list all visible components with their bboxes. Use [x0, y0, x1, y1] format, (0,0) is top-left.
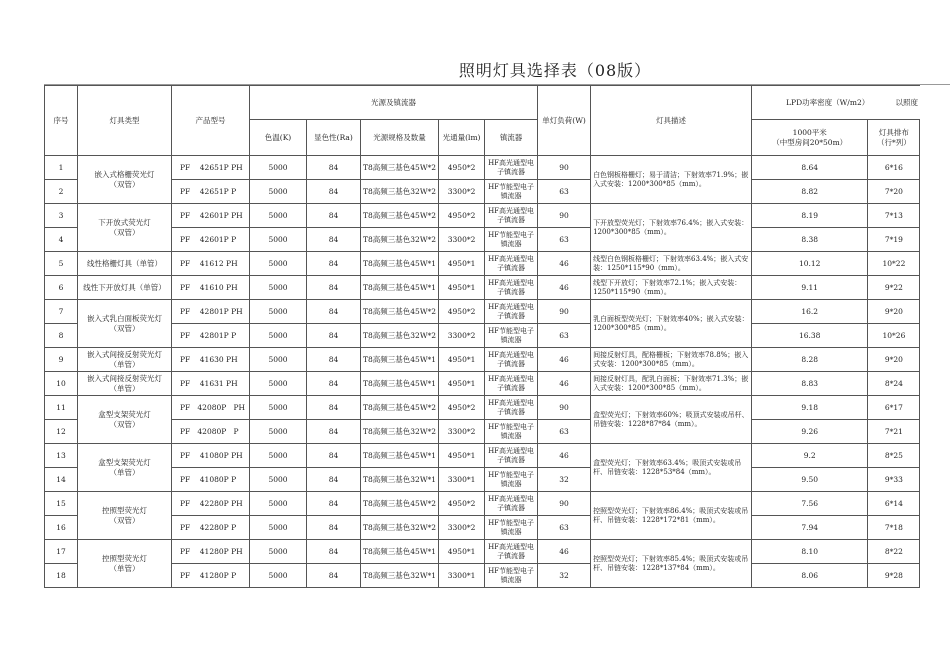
cell-model: PF 42601P PH	[172, 204, 250, 228]
cell-seq: 13	[45, 444, 78, 468]
cell-layout: 9*28	[868, 564, 920, 588]
cell-color-render: 84	[307, 228, 361, 252]
cell-color-temp: 5000	[250, 252, 307, 276]
cell-ballast: HF高光通型电子镇流器	[485, 348, 538, 372]
cell-color-temp: 5000	[250, 468, 307, 492]
cell-lamp-type: 嵌入式间接反射荧光灯 （单管）	[78, 348, 172, 372]
cell-lumen: 4950*2	[439, 204, 485, 228]
cell-model: PF 41080P P	[172, 468, 250, 492]
cell-lumen: 4950*2	[439, 156, 485, 180]
cell-load: 90	[538, 396, 591, 420]
table-row	[45, 492, 920, 516]
table-row	[45, 276, 920, 300]
cell-lpd: 9.2	[752, 444, 868, 468]
cell-desc: 间接反射灯具，配乳白面板；下射效率71.3%；嵌入式安装：1200*300*85（mm）。	[591, 372, 752, 396]
cell-model: PF 42651P P	[172, 180, 250, 204]
table-row	[45, 300, 920, 324]
cell-color-render: 84	[307, 156, 361, 180]
header-color-render: 显色性(Ra)	[307, 120, 361, 156]
cell-color-render: 84	[307, 252, 361, 276]
cell-lumen: 4950*1	[439, 540, 485, 564]
cell-layout: 7*18	[868, 516, 920, 540]
cell-seq: 6	[45, 276, 78, 300]
cell-layout: 6*16	[868, 156, 920, 180]
cell-color-temp: 5000	[250, 348, 307, 372]
table-row	[45, 420, 920, 444]
cell-load: 46	[538, 372, 591, 396]
cell-lumen: 3300*2	[439, 516, 485, 540]
cell-model: PF 42651P PH	[172, 156, 250, 180]
cell-model: PF 41610 PH	[172, 276, 250, 300]
cell-spec: T8高频三基色45W*2	[361, 156, 439, 180]
cell-spec: T8高频三基色45W*1	[361, 540, 439, 564]
cell-lamp-type: 控照型荧光灯 （双管）	[78, 492, 172, 540]
lighting-selection-table	[44, 85, 920, 588]
cell-spec: T8高频三基色45W*1	[361, 372, 439, 396]
cell-color-temp: 5000	[250, 444, 307, 468]
cell-spec: T8高频三基色32W*2	[361, 324, 439, 348]
cell-lpd: 9.50	[752, 468, 868, 492]
cell-load: 32	[538, 564, 591, 588]
cell-lumen: 4950*2	[439, 396, 485, 420]
cell-spec: T8高频三基色45W*2	[361, 492, 439, 516]
cell-spec: T8高频三基色45W*1	[361, 252, 439, 276]
cell-desc: 控照型荧光灯；下射效率85.4%；吸顶式安装或吊杆、吊链安装：1228*137*84（mm）。	[591, 540, 752, 588]
cell-ballast: HF高光通型电子镇流器	[485, 276, 538, 300]
header-spec-qty: 光源规格及数量	[361, 120, 439, 156]
cell-layout: 7*13	[868, 204, 920, 228]
cell-load: 63	[538, 516, 591, 540]
cell-lumen: 3300*2	[439, 180, 485, 204]
cell-desc: 盒型荧光灯；下射效率63.4%；吸顶式安装或吊杆、吊链安装：1228*53*84（mm）。	[591, 444, 752, 492]
cell-model: PF 42801P P	[172, 324, 250, 348]
cell-seq: 1	[45, 156, 78, 180]
cell-color-render: 84	[307, 276, 361, 300]
cell-lpd: 16.2	[752, 300, 868, 324]
cell-layout: 8*24	[868, 372, 920, 396]
cell-color-render: 84	[307, 396, 361, 420]
cell-spec: T8高频三基色32W*1	[361, 564, 439, 588]
cell-lumen: 4950*1	[439, 276, 485, 300]
cell-spec: T8高频三基色45W*2	[361, 204, 439, 228]
cell-color-render: 84	[307, 540, 361, 564]
cell-color-temp: 5000	[250, 324, 307, 348]
cell-color-temp: 5000	[250, 396, 307, 420]
cell-lpd: 9.11	[752, 276, 868, 300]
cell-seq: 11	[45, 396, 78, 420]
header-ballast: 镇流器	[485, 120, 538, 156]
cell-load: 90	[538, 300, 591, 324]
cell-desc: 白色钢板格栅灯；易于清洁；下射效率71.9%；嵌入式安装：1200*300*85（mm）。	[591, 156, 752, 204]
cell-load: 63	[538, 420, 591, 444]
cell-lamp-type: 嵌入式乳白面板荧光灯 （双管）	[78, 300, 172, 348]
cell-spec: T8高频三基色45W*1	[361, 348, 439, 372]
cell-seq: 16	[45, 516, 78, 540]
cell-lumen: 3300*2	[439, 420, 485, 444]
cell-ballast: HF节能型电子镇流器	[485, 564, 538, 588]
cell-model: PF 42280P PH	[172, 492, 250, 516]
cell-ballast: HF节能型电子镇流器	[485, 324, 538, 348]
cell-color-temp: 5000	[250, 300, 307, 324]
cell-desc: 间接反射灯具，配格栅板；下射效率78.8%；嵌入式安装：1200*300*85（mm）。	[591, 348, 752, 372]
cell-color-temp: 5000	[250, 228, 307, 252]
cell-ballast: HF高光通型电子镇流器	[485, 396, 538, 420]
header-lamp-type: 灯具类型	[78, 86, 172, 156]
cell-ballast: HF高光通型电子镇流器	[485, 300, 538, 324]
cell-desc: 盒型荧光灯；下射效率60%；吸顶式安装或吊杆、吊链安装：1228*87*84（mm）。	[591, 396, 752, 444]
cell-lamp-type: 嵌入式间接反射荧光灯 （单管）	[78, 372, 172, 396]
cell-ballast: HF高光通型电子镇流器	[485, 540, 538, 564]
cell-load: 63	[538, 228, 591, 252]
cell-lpd: 9.18	[752, 396, 868, 420]
cell-load: 32	[538, 468, 591, 492]
cell-layout: 9*20	[868, 300, 920, 324]
cell-color-temp: 5000	[250, 204, 307, 228]
cell-layout: 6*17	[868, 396, 920, 420]
cell-lumen: 3300*1	[439, 564, 485, 588]
cell-color-temp: 5000	[250, 516, 307, 540]
table-row	[45, 396, 920, 420]
cell-color-temp: 5000	[250, 372, 307, 396]
table-row	[45, 444, 920, 468]
cell-layout: 8*25	[868, 444, 920, 468]
cell-model: PF 41280P P	[172, 564, 250, 588]
cell-ballast: HF高光通型电子镇流器	[485, 444, 538, 468]
cell-spec: T8高频三基色45W*2	[361, 300, 439, 324]
header-model: 产品型号	[172, 86, 250, 156]
cell-color-render: 84	[307, 300, 361, 324]
header-seq: 序号	[45, 86, 78, 156]
cell-load: 46	[538, 348, 591, 372]
cell-lpd: 8.10	[752, 540, 868, 564]
cell-seq: 15	[45, 492, 78, 516]
cell-ballast: HF高光通型电子镇流器	[485, 372, 538, 396]
cell-ballast: HF节能型电子镇流器	[485, 228, 538, 252]
cell-desc: 线型下开放灯；下射效率72.1%；嵌入式安装：1250*115*90（mm）。	[591, 276, 752, 300]
cell-color-temp: 5000	[250, 180, 307, 204]
cell-load: 46	[538, 276, 591, 300]
cell-layout: 10*26	[868, 324, 920, 348]
table-row	[45, 348, 920, 372]
cell-layout: 9*22	[868, 276, 920, 300]
cell-spec: T8高频三基色32W*2	[361, 420, 439, 444]
cell-lpd: 8.19	[752, 204, 868, 228]
cell-lumen: 3300*2	[439, 324, 485, 348]
table-row	[45, 372, 920, 396]
cell-color-temp: 5000	[250, 492, 307, 516]
cell-lpd: 9.26	[752, 420, 868, 444]
cell-color-render: 84	[307, 420, 361, 444]
cell-spec: T8高频三基色32W*2	[361, 516, 439, 540]
cell-desc: 下开放型荧光灯；下射效率76.4%；嵌入式安装：1200*300*85（mm）。	[591, 204, 752, 252]
cell-seq: 4	[45, 228, 78, 252]
cell-lamp-type: 线性格栅灯具（单管）	[78, 252, 172, 276]
cell-lumen: 3300*1	[439, 468, 485, 492]
cell-lpd: 8.06	[752, 564, 868, 588]
table-row	[45, 180, 920, 204]
cell-model: PF 42080P P	[172, 420, 250, 444]
cell-load: 63	[538, 324, 591, 348]
cell-seq: 10	[45, 372, 78, 396]
cell-ballast: HF高光通型电子镇流器	[485, 204, 538, 228]
cell-color-render: 84	[307, 516, 361, 540]
cell-lpd: 8.64	[752, 156, 868, 180]
table-row	[45, 540, 920, 564]
cell-desc: 乳白面板型荧光灯；下射效率40%；嵌入式安装：1200*300*85（mm）。	[591, 300, 752, 348]
cell-lumen: 4950*1	[439, 372, 485, 396]
cell-ballast: HF高光通型电子镇流器	[485, 156, 538, 180]
cell-lumen: 3300*2	[439, 228, 485, 252]
header-load: 单灯负荷(W)	[538, 86, 591, 156]
cell-seq: 17	[45, 540, 78, 564]
header-area: 1000平米 （中型房间20*50m）	[752, 120, 868, 156]
cell-color-render: 84	[307, 372, 361, 396]
table-row	[45, 204, 920, 228]
cell-load: 46	[538, 540, 591, 564]
cell-lamp-type: 控照型荧光灯 （单管）	[78, 540, 172, 588]
cell-color-render: 84	[307, 324, 361, 348]
cell-model: PF 41080P PH	[172, 444, 250, 468]
table-row	[45, 252, 920, 276]
cell-layout: 7*19	[868, 228, 920, 252]
cell-color-render: 84	[307, 180, 361, 204]
page-title: 照明灯具选择表（08版）	[458, 61, 652, 80]
cell-lamp-type: 线性下开放灯具（单管）	[78, 276, 172, 300]
cell-seq: 9	[45, 348, 78, 372]
cell-load: 46	[538, 252, 591, 276]
cell-model: PF 41612 PH	[172, 252, 250, 276]
cell-spec: T8高频三基色45W*2	[361, 396, 439, 420]
table-row	[45, 228, 920, 252]
cell-lumen: 4950*1	[439, 444, 485, 468]
cell-desc: 控照型荧光灯；下射效率86.4%；吸顶式安装或吊杆、吊链安装：1228*172*81（mm）。	[591, 492, 752, 540]
cell-ballast: HF节能型电子镇流器	[485, 468, 538, 492]
table-row	[45, 564, 920, 588]
cell-color-render: 84	[307, 468, 361, 492]
cell-lpd: 8.82	[752, 180, 868, 204]
cell-desc: 线型白色钢板格栅灯；下射效率63.4%；嵌入式安装：1250*115*90（mm）。	[591, 252, 752, 276]
cell-lpd: 7.56	[752, 492, 868, 516]
cell-spec: T8高频三基色32W*1	[361, 468, 439, 492]
cell-lpd: 8.38	[752, 228, 868, 252]
cell-color-render: 84	[307, 564, 361, 588]
cell-ballast: HF节能型电子镇流器	[485, 516, 538, 540]
cell-seq: 3	[45, 204, 78, 228]
cell-color-render: 84	[307, 492, 361, 516]
cell-lumen: 4950*2	[439, 492, 485, 516]
cell-spec: T8高频三基色32W*2	[361, 228, 439, 252]
cell-load: 63	[538, 180, 591, 204]
cell-layout: 10*22	[868, 252, 920, 276]
cell-seq: 5	[45, 252, 78, 276]
cell-color-temp: 5000	[250, 276, 307, 300]
cell-seq: 8	[45, 324, 78, 348]
cell-lamp-type: 下开放式荧光灯 （双管）	[78, 204, 172, 252]
cell-model: PF 41630 PH	[172, 348, 250, 372]
cell-spec: T8高频三基色32W*2	[361, 180, 439, 204]
cell-ballast: HF节能型电子镇流器	[485, 420, 538, 444]
cell-lamp-type: 嵌入式格栅荧光灯 （双管）	[78, 156, 172, 204]
table-row	[45, 156, 920, 180]
header-lumen: 光通量(lm)	[439, 120, 485, 156]
cell-spec: T8高频三基色45W*1	[361, 444, 439, 468]
cell-ballast: HF节能型电子镇流器	[485, 180, 538, 204]
cell-color-render: 84	[307, 348, 361, 372]
table-row	[45, 324, 920, 348]
cell-model: PF 42801P PH	[172, 300, 250, 324]
cell-color-temp: 5000	[250, 564, 307, 588]
cell-lpd: 10.12	[752, 252, 868, 276]
cell-model: PF 42601P P	[172, 228, 250, 252]
cell-load: 90	[538, 204, 591, 228]
cell-model: PF 41280P PH	[172, 540, 250, 564]
cell-layout: 6*14	[868, 492, 920, 516]
cell-lpd: 8.83	[752, 372, 868, 396]
cell-load: 46	[538, 444, 591, 468]
cell-layout: 8*22	[868, 540, 920, 564]
cell-color-temp: 5000	[250, 540, 307, 564]
header-desc: 灯具描述	[591, 86, 752, 156]
cell-load: 90	[538, 492, 591, 516]
cell-seq: 2	[45, 180, 78, 204]
header-layout: 灯具排布 （行*列）	[868, 120, 920, 156]
cell-lumen: 4950*1	[439, 252, 485, 276]
cell-spec: T8高频三基色45W*1	[361, 276, 439, 300]
cell-layout: 7*20	[868, 180, 920, 204]
cell-ballast: HF高光通型电子镇流器	[485, 252, 538, 276]
cell-lamp-type: 盒型支架荧光灯 （单管）	[78, 444, 172, 492]
cell-seq: 12	[45, 420, 78, 444]
cell-color-temp: 5000	[250, 156, 307, 180]
cell-color-temp: 5000	[250, 420, 307, 444]
cell-seq: 7	[45, 300, 78, 324]
cell-color-render: 84	[307, 444, 361, 468]
cell-model: PF 42280P P	[172, 516, 250, 540]
cell-lamp-type: 盒型支架荧光灯 （双管）	[78, 396, 172, 444]
cell-ballast: HF高光通型电子镇流器	[485, 492, 538, 516]
cell-lpd: 8.28	[752, 348, 868, 372]
cell-lpd: 7.94	[752, 516, 868, 540]
table-row	[45, 516, 920, 540]
cell-seq: 18	[45, 564, 78, 588]
cell-lumen: 4950*2	[439, 300, 485, 324]
cell-layout: 7*21	[868, 420, 920, 444]
cell-seq: 14	[45, 468, 78, 492]
cell-load: 90	[538, 156, 591, 180]
cell-lpd: 16.38	[752, 324, 868, 348]
cell-layout: 9*33	[868, 468, 920, 492]
header-lpd-group: LPD功率密度（W/m2） 以照度	[752, 86, 920, 120]
table-row	[45, 468, 920, 492]
header-color-temp: 色温(K)	[250, 120, 307, 156]
cell-model: PF 42080P PH	[172, 396, 250, 420]
cell-color-render: 84	[307, 204, 361, 228]
header-source-group: 光源及镇流器	[250, 86, 538, 120]
cell-layout: 9*20	[868, 348, 920, 372]
cell-lumen: 4950*1	[439, 348, 485, 372]
cell-model: PF 41631 PH	[172, 372, 250, 396]
